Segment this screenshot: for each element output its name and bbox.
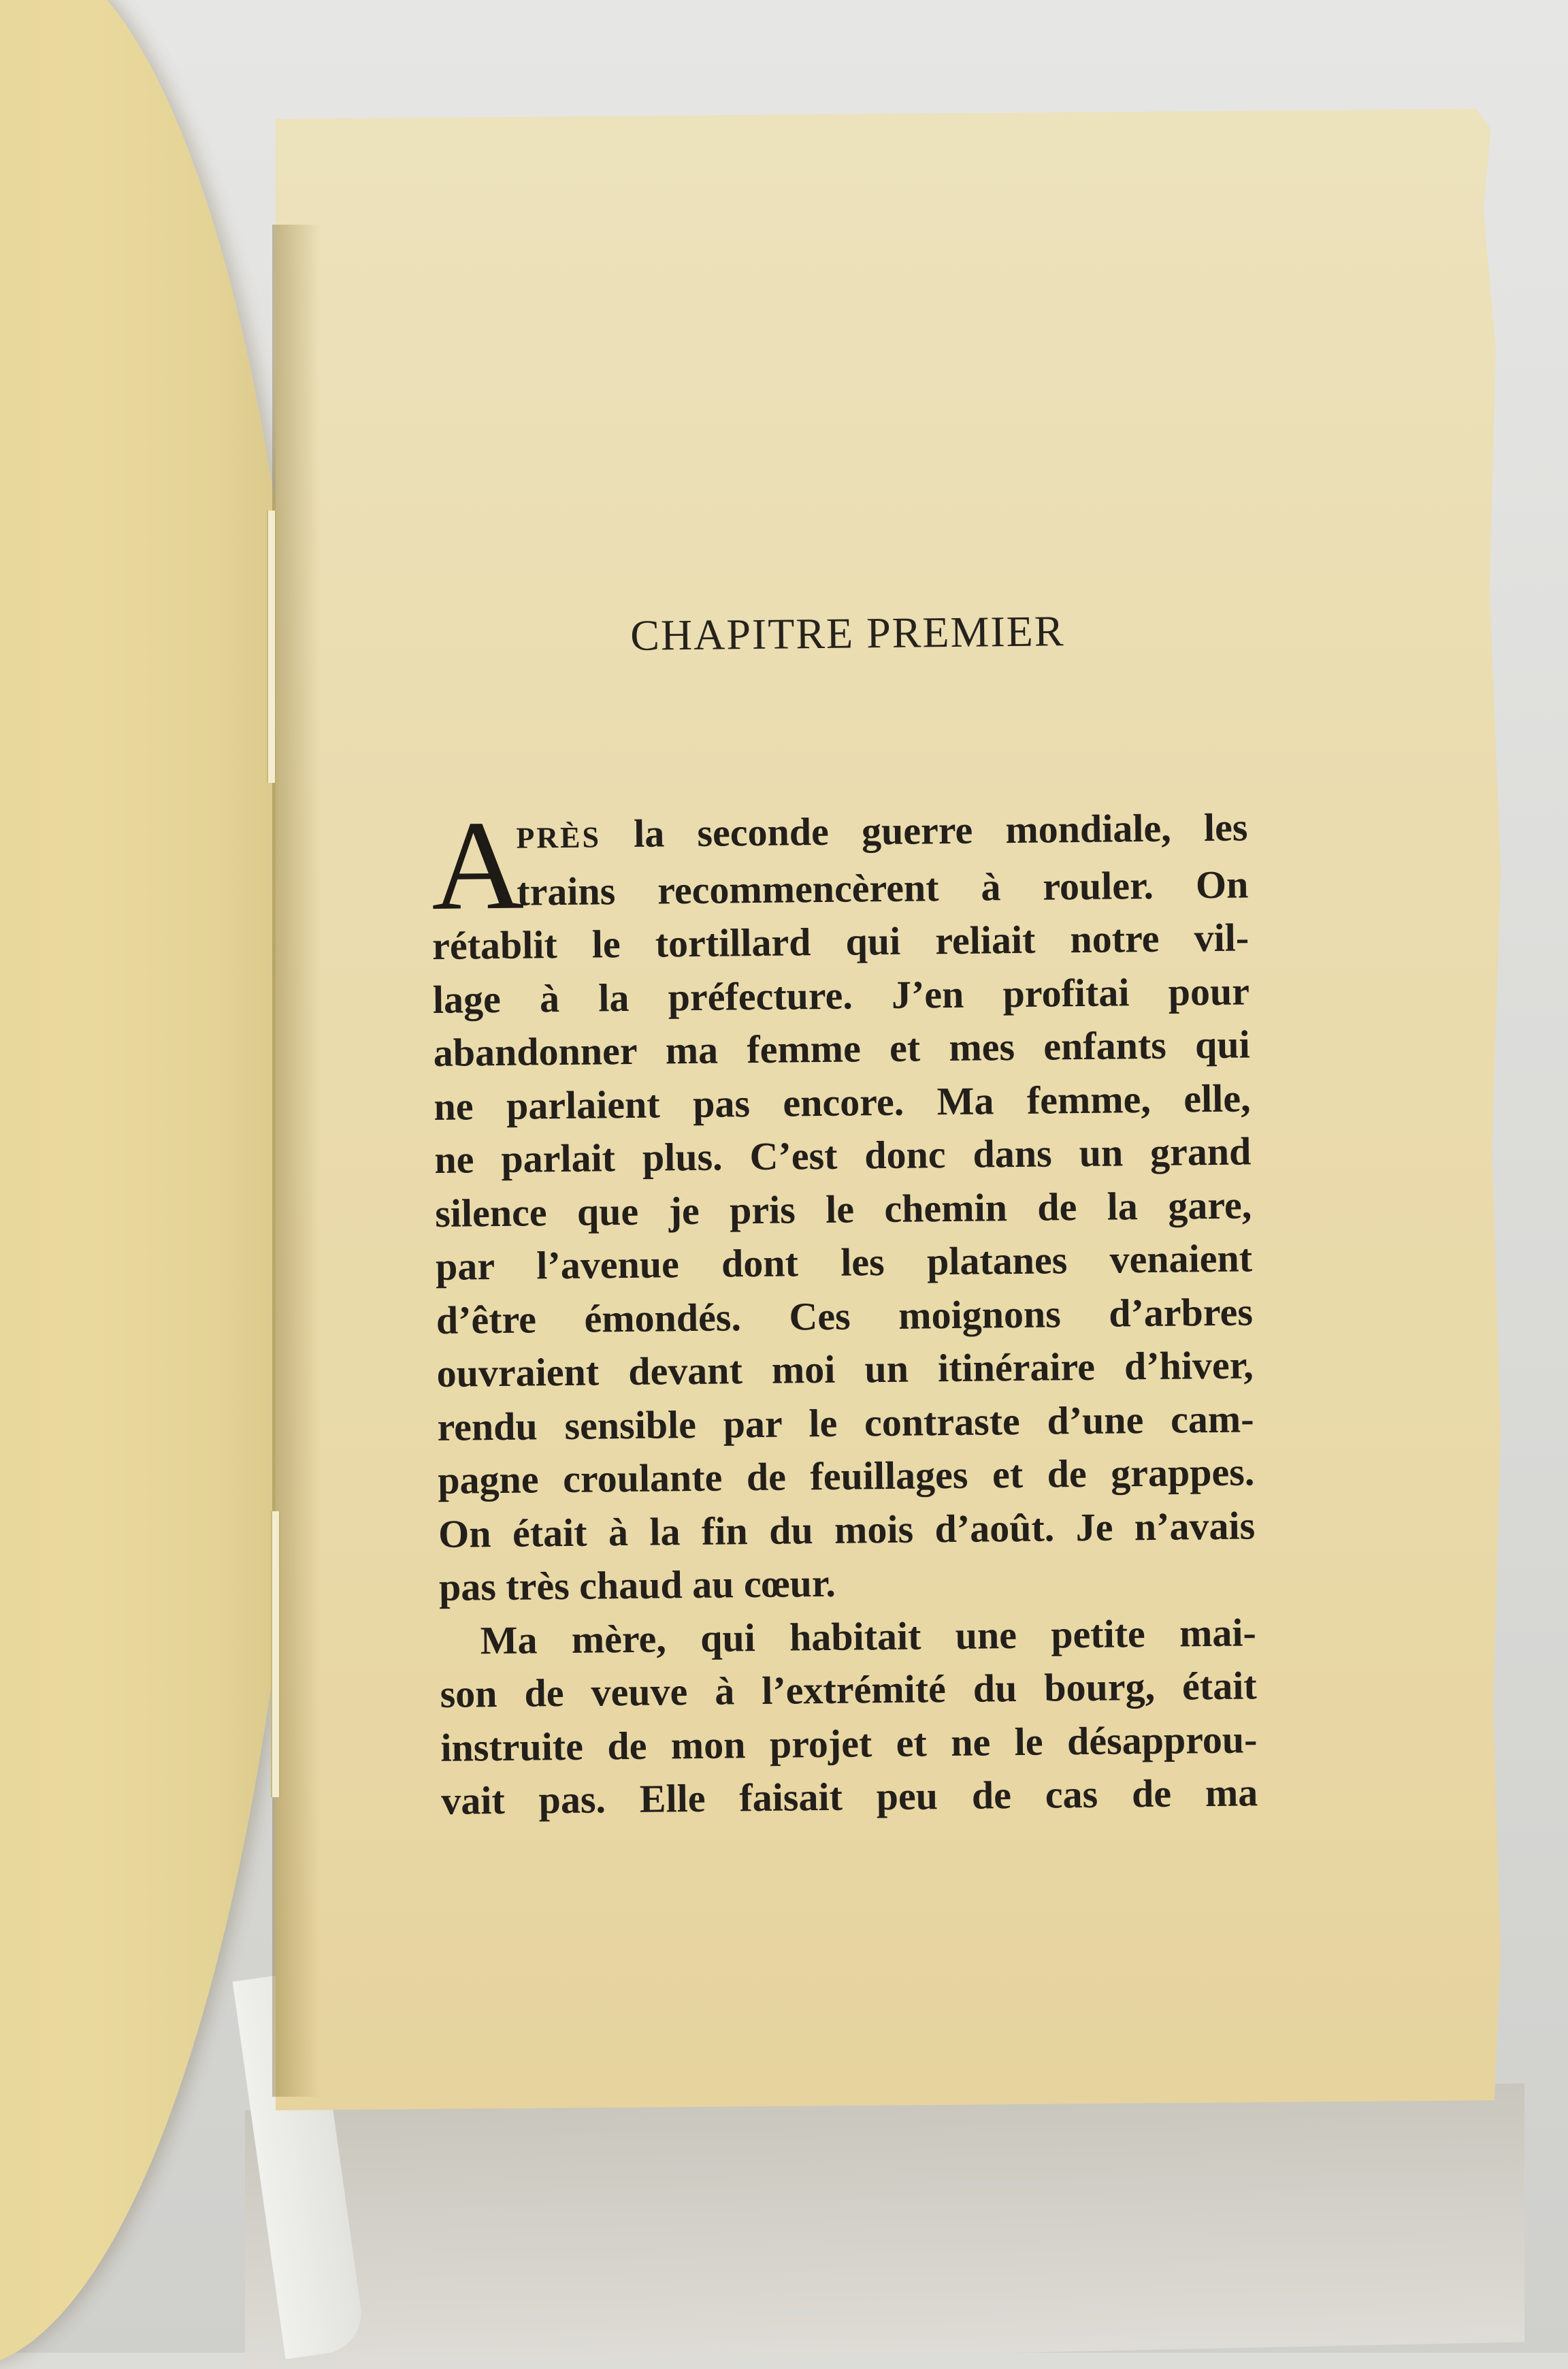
line-1-rest: la seconde guerre mondiale, les <box>600 805 1248 856</box>
text-line: instruite de mon projet et ne le désapprou- <box>440 1716 1258 1770</box>
text-line: abandonner ma femme et mes enfants qui <box>433 1022 1251 1075</box>
text-line: ne parlaient pas encore. Ma femme, elle, <box>434 1075 1251 1129</box>
text-line: d’être émondés. Ces moignons d’arbres <box>436 1289 1254 1342</box>
book-back-cover <box>245 2083 1524 2368</box>
text-line: ouvraient devant moi un itinéraire d’hiver, <box>436 1342 1254 1396</box>
text-line: Ma mère, qui habitait une petite mai- <box>480 1609 1257 1662</box>
text-line: son de veuve à l’extrémité du bourg, était <box>440 1663 1257 1716</box>
body-text <box>430 793 1258 1828</box>
text-line: lage à la préfecture. J’en profitai pour <box>432 968 1250 1022</box>
text-line: trains recommencèrent à rouler. On <box>516 861 1249 914</box>
binding-stitch <box>267 511 276 783</box>
page-text-block <box>429 604 1258 1828</box>
text-line: On était à la fin du mois d’août. Je n’avais <box>438 1502 1256 1556</box>
page-gutter <box>272 225 320 2097</box>
text-line: pas très chaud au cœur. <box>438 1560 836 1609</box>
text-line: vait pas. Elle faisait peu de cas de ma <box>440 1770 1258 1823</box>
text-line: par l’avenue dont les platanes venaient <box>435 1236 1253 1289</box>
first-word-smallcaps: PRÈS <box>516 820 602 855</box>
text-line: rendu sensible par le contraste d’une cam- <box>437 1396 1254 1449</box>
opening-lines <box>430 793 1249 937</box>
text-line: rétablit le tortillard qui reliait notre vil- <box>431 915 1250 968</box>
chapter-title: CHAPITRE PREMIER <box>630 607 1065 660</box>
text-line: ne parlait plus. C’est donc dans un grand <box>434 1129 1252 1182</box>
drop-cap: A <box>430 793 525 937</box>
text-line: pagne croulante de feuillages et de grappes. <box>438 1449 1255 1502</box>
text-line: silence que je pris le chemin de la gare, <box>434 1182 1252 1236</box>
text-line <box>431 801 1248 866</box>
binding-stitch <box>271 1511 280 1797</box>
